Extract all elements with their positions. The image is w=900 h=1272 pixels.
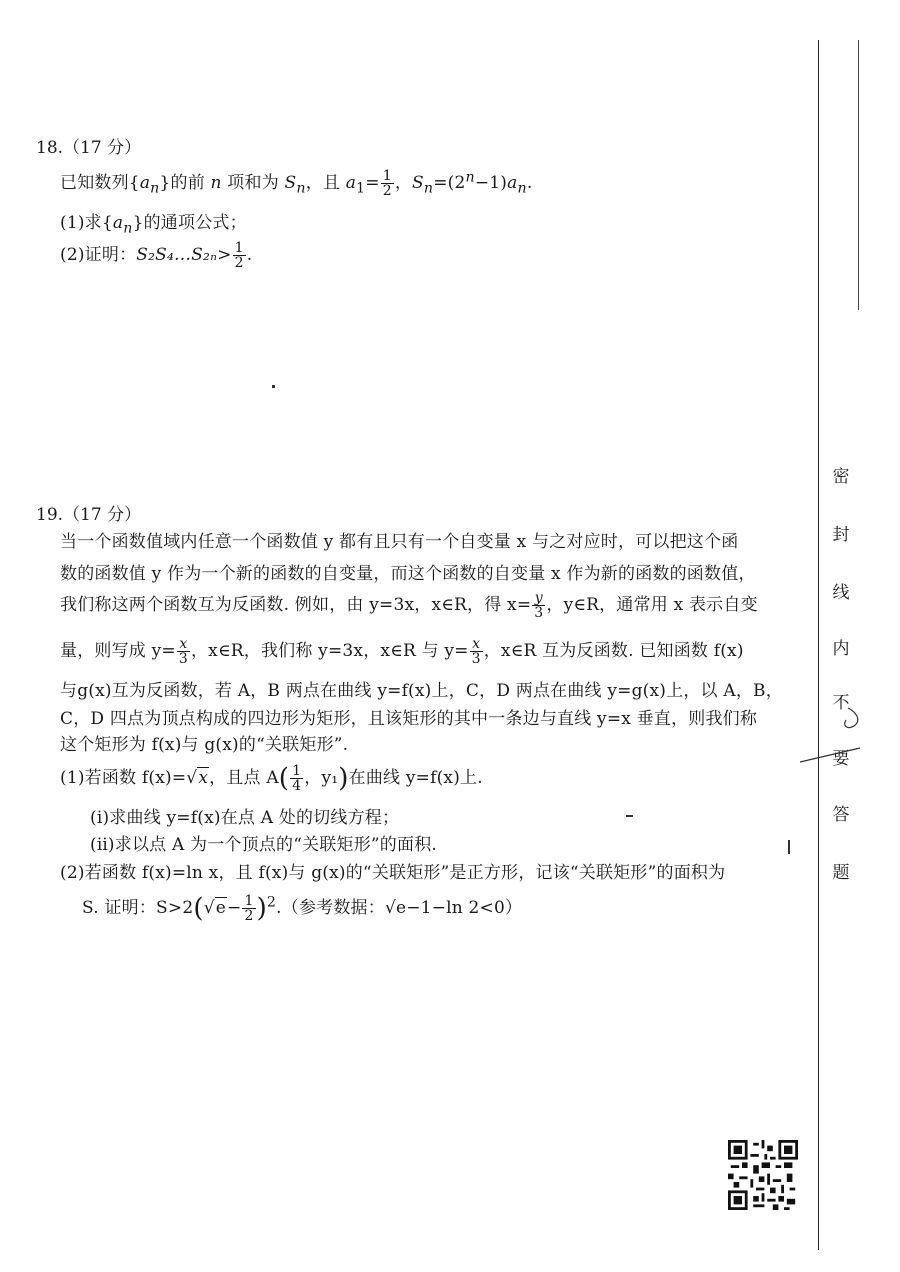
fraction: $\frac{1}{2}$ <box>234 240 244 271</box>
q19-line-7: 这个矩形为 f(x)与 g(x)的“关联矩形”. <box>60 735 349 755</box>
seal-char: 不 <box>830 688 852 713</box>
q19-line-1: 当一个函数值域内任意一个函数值 y 都有且只有一个自变量 x 与之对应时，可以把这个函 <box>60 532 739 552</box>
q19-heading: 19.（17 分） <box>36 505 142 525</box>
binding-line <box>818 40 819 1250</box>
seal-char: 要 <box>830 744 852 769</box>
q18-heading: 18.（17 分） <box>36 138 142 158</box>
seal-char: 密 <box>830 462 852 487</box>
fraction: $\frac{1}{2}$ <box>244 893 254 924</box>
pen-mark <box>770 690 870 770</box>
speck <box>272 385 275 388</box>
binding-line <box>858 40 859 310</box>
q18-part2: (2)证明：S₂S₄…S₂ₙ> $\frac{1}{2}$ . <box>60 240 253 271</box>
q19-line-2: 数的函数值 y 作为一个新的函数的自变量，而这个函数的自变量 x 作为新的函数的函数值， <box>60 564 756 584</box>
qr-code-icon <box>728 1140 798 1210</box>
q19-part2-line-2: S. 证明：S>2(√e− $\frac{1}{2}$ )$^2$.（参考数据：√e−1−ln 2<0） <box>82 893 523 924</box>
q18-part1: (1)求$\{a_n\}$的通项公式； <box>60 213 247 237</box>
seal-char: 内 <box>830 634 852 659</box>
fraction: $\frac{y}{3}$ <box>534 590 544 621</box>
q19-part1-ii: (ⅱ)求以点 A 为一个顶点的“关联矩形”的面积. <box>90 835 438 855</box>
q19-line-4: 量，则写成 y= $\frac{x}{3}$ ，x∈R，我们称 y=3x，x∈R 与 y= $\frac{x}{3}$ ，x∈R 互为反函数. 已知函数 f(x) <box>60 636 744 667</box>
q19-part1: (1)若函数 f(x)=√x，且点 A( $\frac{1}{4}$ ，y₁)在曲线 y=f(x)上. <box>60 763 483 794</box>
fraction: $\frac{1}{2}$ <box>382 168 392 199</box>
seal-char: 封 <box>830 520 852 545</box>
q19-part1-i: (ⅰ)求曲线 y=f(x)在点 A 处的切线方程； <box>90 808 400 828</box>
q18-statement: 已知数列$\{a_n\}$的前 n 项和为 $S_n$，且 $a_1=$ $\frac{1}{2}$ ，$S_n=(2^n-1)a_n$. <box>60 168 533 199</box>
q19-part2-line-1: (2)若函数 f(x)=ln x，且 f(x)与 g(x)的“关联矩形”是正方形，记该“关联矩形”的面积为 <box>60 863 726 883</box>
seal-char: 线 <box>830 578 852 603</box>
q19-line-5: 与g(x)互为反函数，若 A，B 两点在曲线 y=f(x)上，C，D 两点在曲线 y=g(x)上，以 A，B， <box>60 681 783 701</box>
fraction: $\frac{x}{3}$ <box>178 636 188 667</box>
speck <box>626 815 633 817</box>
fraction: $\frac{x}{3}$ <box>471 636 481 667</box>
seal-char: 答 <box>830 800 852 825</box>
fraction: $\frac{1}{4}$ <box>292 763 302 794</box>
q19-line-3: 我们称这两个函数互为反函数. 例如，由 y=3x，x∈R，得 x= $\frac{y}{3}$ ，y∈R，通常用 x 表示自变 <box>60 590 758 621</box>
q19-line-6: C，D 四点为顶点构成的四边形为矩形，且该矩形的其中一条边与直线 y=x 垂直，则我们称 <box>60 709 758 729</box>
speck <box>788 840 790 854</box>
seal-char: 题 <box>830 858 852 883</box>
